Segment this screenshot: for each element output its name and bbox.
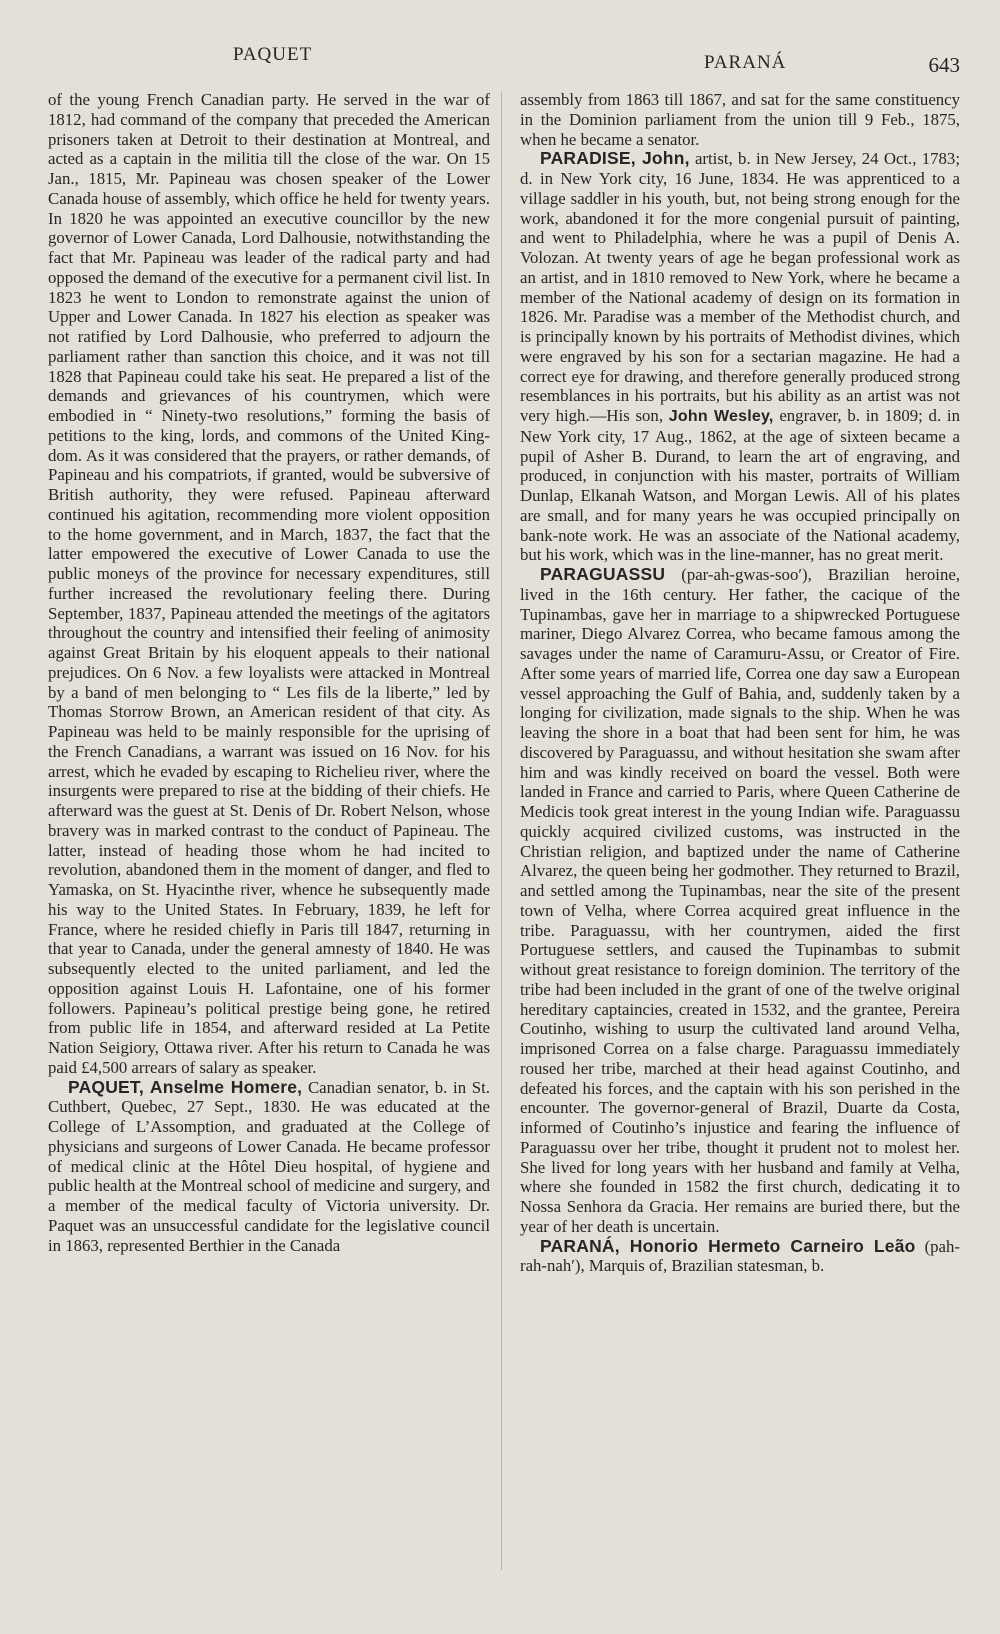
entry-parana-text: (pah-rah-nah′), Marquis of, Brazilian statesman, b. xyxy=(520,1236,960,1276)
papineau-continuation: of the young French Canadian party. He served in the war of 1812, had command of the company that preceded the American prisoners taken at Detroit to their destination at Montreal, and acted as a captain in the militia till the close of the war. On 15 Jan., 1815, Mr. Papineau was chosen speaker of the Lower Canada house of assembly, which office he held for twenty years. In 1820 he was appointed an executive councillor by the new governor of Lower Canada, Lord Dalhousie, notwithstanding the fact that Mr. Papineau was leader of the radical party and had opposed the demand of the executive for a permanent civil list. In 1823 he went to London to remonstrate against the union of Upper and Lower Canada. In 1827 his election as speaker was not ratified by Lord Dalhousie, who preferred to adjourn the parliament rather than sanction this choice, and it was not till 1828 that Papineau could take his seat. He prepared a list of the demands and grievances of his countrymen, which were embodied in “ Ninety-two resolutions,” forming the basis of petitions to the king, lords, and commons of the United Kingdom. As it was considered that the prayers, or rather demands, of Papineau and his compatriots, if granted, would be subversive of British authority, they were refused. Papineau afterward continued his agitation, recommending more violent opposition to the home government, and in March, 1837, the fact that the latter empowered the executive of Lower Canada to use the public moneys of the province for necessary expenditures, still further increased the revolutionary feeling there. During September, 1837, Papineau attended the meetings of the agitators throughout the country and intensified their feeling of animosity against Great Britain by his eloquent appeals to their national prejudices. On 6 Nov. a few loyalists were attacked in Montreal by a band of men belonging to “ Les fils de la liberte,” led by Thomas Storrow Brown, an American resident of that city. As Papineau was held to be mainly responsible for the uprising of the French Canadians, a warrant was issued on 16 Nov. for his arrest, which he evaded by escaping to Richelieu river, where the insurgents were prepared to rise at the bidding of their chiefs. He afterward was the guest at St. Denis of Dr. Robert Nelson, whose bravery was in marked contrast to the conduct of Papineau. The latter, instead of heading those whom he had incited to revolution, abandoned them in the moment of danger, and fled to Yamaska, on St. Hyacinthe river, whence he subsequently made his way to the United States. In February, 1839, he left for France, where he resided chiefly in Paris till 1847, returning in that year to Canada, under the general amnesty of 1840. He was subsequently elected to the united parliament, and led the opposition against Louis H. Lafontaine, one of his former followers. Papineau’s political prestige being gone, he retired from public life in 1854, and afterward resided at La Petite Nation Seigiory, Ottawa river. After his return to Canada he was paid £4,500 arrears of salary as speaker. xyxy=(48,90,490,1077)
entry-paradise-text: artist, b. in New Jersey, 24 Oct., 1783; d. in New York city, 16 June, 1834. He was apprenticed to a village saddler in his youth, but, not being strong enough for the work, abandoned it for the more congenial pursuit of painting, and went to Philadelphia, where he was a pupil of Denis A. Volozan. At twenty years of age he began professional work as an artist, and in 1810 removed to New York, where he became a member of the National academy of design on its formation in 1826. Mr. Paradise was a member of the Methodist church, and is principally known by his portraits of Methodist divines, which were engraved by his son for a sectarian magazine. He had a correct eye for drawing, and therefore generally produced strong resemblances in his portraits, but his ability as an artist was not very high.—His son, xyxy=(520,149,960,425)
text-columns xyxy=(48,90,960,1634)
header-right-word: PARANÁ xyxy=(704,52,787,73)
running-header xyxy=(48,36,960,76)
entry-paradise-son-text: engraver, b. in 1809; d. in New York city, 17 Aug., 1862, at the age of sixteen became a pupil of Asher B. Durand, to learn the art of engraving, and produced, in conjunction with his master, portraits of William Dunlap, Elkanah Watson, and Morgan Lewis. All of his plates are small, and for many years he was occupied principally on bank-note work. He was an associate of the National academy, but his work, which was in the line-manner, has no great merit. xyxy=(520,406,960,565)
entry-paradise xyxy=(520,149,960,565)
entry-paraguassu xyxy=(520,565,960,1237)
right-column xyxy=(520,90,960,1634)
name-john-wesley: John Wesley, xyxy=(668,408,774,425)
page-number: 643 xyxy=(928,53,960,77)
header-left-word: PAQUET xyxy=(233,44,313,65)
entry-paraguassu-text: (par-ah-gwas-soo′), Brazilian heroine, lived in the 16th century. Her father, the cacique of the Tupinambas, gave her in marriage to a shipwrecked Portuguese mariner, Diego Alvarez Correa, who became famous among the savages under the name of Caramuru-Assu, or Creator of Fire. After some years of married life, Correa one day saw a European vessel approaching the Gulf of Bahia, and, suddenly taken by a longing for civilization, made signals to the ship. When he was leaving the shore in a boat that had been sent for him, he was discovered by Paraguassu, and without hesitation she swam after him and was kindly received on board the vessel. Both were landed in France and carried to Paris, where Queen Catherine de Medicis took great interest in the young Indian wife. Paraguassu quickly acquired civilized customs, was instructed in the Christian religion, and baptized under the name of Catherine Alvarez, the queen being her godmother. They returned to Brazil, and settled among the Tupinambas, near the site of the present town of Velha, where Correa acquired great influence in the tribe. Paraguassu, with her countrymen, aided the first Portuguese settlers, and caused the Tupinambas to submit without great resistance to foreign dominion. The territory of the tribe had been included in the grant of one of the twelve original hereditary captaincies, created in 1532, and the grantee, Pereira Coutinho, wishing to usurp the cultivated land around Velha, imprisoned Correa on a false charge. Paraguassu immediately roused her tribe, marched at their head against Coutinho, and defeated his forces, and the captain with his son perished in the encounter. The governor-general of Brazil, Duarte da Costa, informed of Coutinho’s injustice and fearing the influence of Paraguassu over her tribe, thought it prudent not to molest her. She lived for long years with her husband and family at Velha, where she founded in 1582 the first church, dedicating it to Nossa Senhora da Gracia. Her remains are buried there, but the year of her death is uncertain. xyxy=(520,565,960,1236)
entry-paquet xyxy=(48,1078,490,1256)
headword-paraguassu: PARAGUASSU xyxy=(540,564,666,584)
headword-paquet: PAQUET, Anselme Homere, xyxy=(68,1076,303,1097)
headword-parana: PARANÁ, Honorio Hermeto Carneiro Leão xyxy=(540,1235,916,1256)
entry-paquet-text: Canadian senator, b. in St. Cuthbert, Quebec, 27 Sept., 1830. He was educated at the College of L’Assomption, and graduated at the College of physicians and surgeons of Lower Canada. He became professor of medical clinic at the Hôtel Dieu hospital, of hygiene and public health at the Montreal school of medicine and surgery, and a member of the medical faculty of Victoria university. Dr. Paquet was an unsuccessful candidate for the legislative council in 1863, represented Berthier in the Canada xyxy=(48,1077,490,1255)
entry-parana xyxy=(520,1237,960,1277)
headword-paradise: PARADISE, John, xyxy=(540,148,690,169)
paquet-continuation: assembly from 1863 till 1867, and sat for the same constituency in the Dominion parliament from the union till 9 Feb., 1875, when he became a senator. xyxy=(520,90,960,149)
left-column xyxy=(48,90,490,1634)
